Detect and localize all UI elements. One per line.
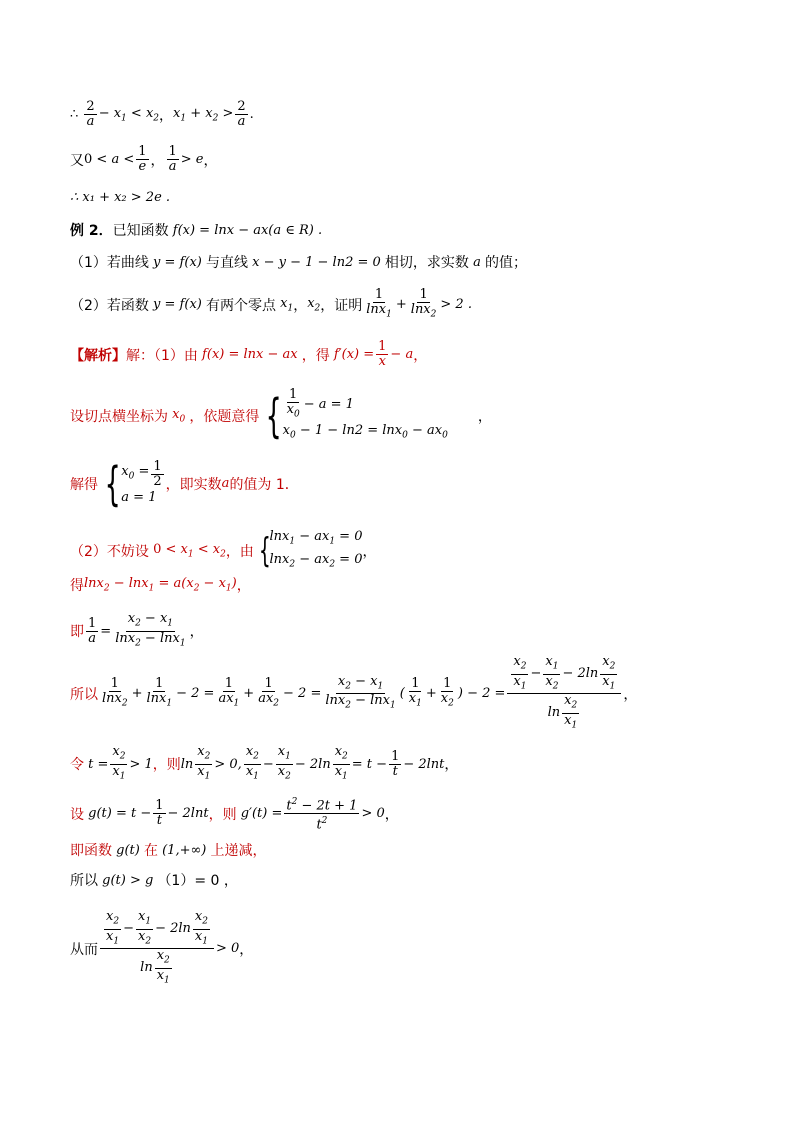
analysis-ratio: 即 $\frac{1}{a}$ = $\frac{x_2 - x_1}{\ln x_2 - \ln x_1}$ ，: [70, 611, 204, 649]
analysis-monotonic: 即函数 g(t) 在 (1,+∞) 上递减，: [70, 842, 267, 859]
line-conclusion-2: ∴ x₁ + x₂ > 2e .: [70, 190, 171, 205]
analysis-part-2: （2）不妨设 $0 < x_1 < x_2$ ，由 { $\ln x_1 - ax_1 = 0$ $\ln x_2 - ax_2 = 0$ ，: [70, 529, 377, 571]
analysis-evaluate: 所以 g(t) > g （1）= 0 ，: [70, 872, 238, 889]
question-2: （2）若函数 y = f(x) 有两个零点 $x_1$ ， $x_2$ ，证明 $\frac{1}{\ln x_1}$ + $\frac{1}{\ln x_2}$ > 2 .: [70, 287, 472, 320]
example-2-title: 例 2． 已知函数 f(x) = lnx − ax(a ∈ R) .: [70, 222, 323, 239]
analysis-tangent: 设切点横坐标为 $x_0$ ，依题意得 { $\frac{1}{x_0}$ − a = 1 $x_0 - 1 - \ln 2 = \ln x_0 - ax_0$ ，: [70, 387, 492, 444]
question-1: （1）若曲线 y = f(x) 与直线 x − y − 1 − ln2 = 0 相切，求实数 a 的值；: [70, 254, 527, 271]
line-condition: 又 0 < a < $\frac{1}{e}$ ， $\frac{1}{a}$ > e ，: [70, 144, 218, 174]
analysis-derive: 得 $\ln x_2 - \ln x_1 = a(x_2 - x_1)$ ，: [70, 576, 251, 594]
analysis-solve: 解得 { $x_0$ = $\frac{1}{2}$ a = 1 ，即实数 a 的值为 1．: [70, 456, 299, 511]
analysis-therefore: 从而 $\frac{x_2}{x_1}$ − $\frac{x_1}{x_2}$ − 2ln $\frac{x_2}{x_1}$ ln $\frac{x_2}{x_1}$ > 0 ，: [70, 909, 254, 986]
analysis-substitution: 令 t = $\frac{x_2}{x_1}$ > 1 ，则 ln $\frac{x_2}{x_1}$ > 0, $\frac{x_2}{x_1}$ − $\frac{x_1}{x_2}$ − 2ln $\frac{x_2}{x_1}$ = t − $\frac{1}{t}$ − 2lnt ，: [70, 744, 459, 782]
analysis-long-expression: 所以 $\frac{1}{\ln x_2}$ + $\frac{1}{\ln x_1}$ − 2 = $\frac{1}{ax_1}$ + $\frac{1}{ax_2}$ − 2 = $\frac{x_2 - x_1}{\ln x_2 - \ln x_1}$ ( $\frac{1}{x_1}$ + $\frac{1}{x_2}$ ) − 2 = $\frac{x_2}{x_1}$ − $\frac{x_1}{x_2}$ − 2ln $\frac{x_2}{x_1}$ ln $\frac{x_2}{x_1}$ ，: [70, 654, 638, 731]
analysis-line-1: 【解析】 解：（1）由 f(x) = lnx − ax ，得 f′(x) = $\frac{1}{x}$ − a ，: [70, 339, 428, 369]
line-conclusion-1: ∴ $\frac{2}{a}$ − $x_1 < x_2$ ， $x_1 + x_2$ > $\frac{2}{a}$ .: [70, 99, 254, 129]
analysis-define-g: 设 g(t) = t − $\frac{1}{t}$ − 2lnt ，则 g′(t) = $\frac{t^2 - 2t + 1}{t^2}$ > 0 ，: [70, 797, 399, 833]
